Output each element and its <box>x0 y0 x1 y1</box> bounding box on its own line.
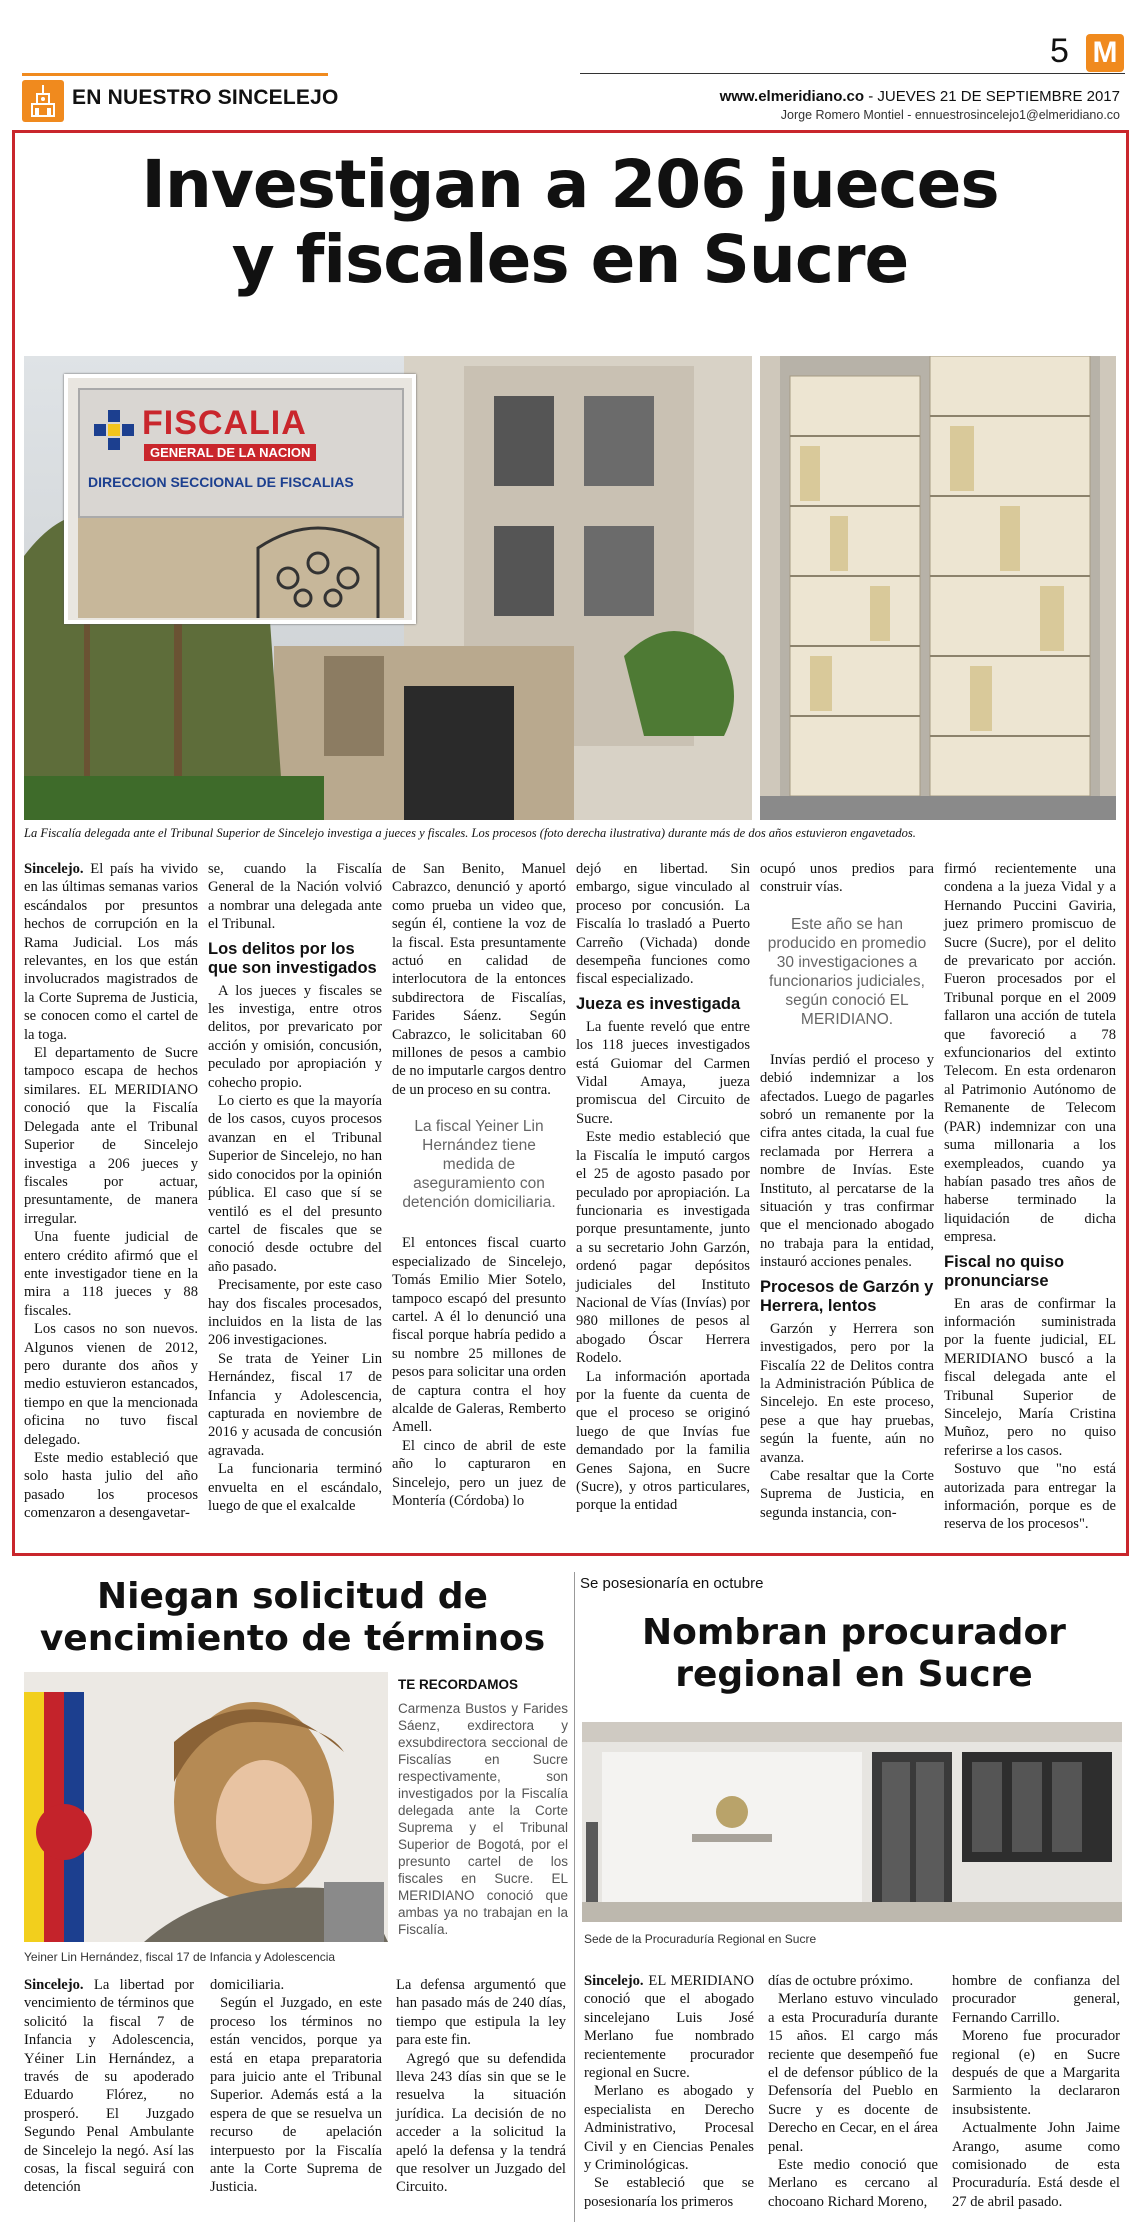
fiscalia-sign-inset <box>64 374 416 624</box>
right-story-kicker: Se posesionaría en octubre <box>580 1575 764 1592</box>
paragraph: Precisamente, por este caso hay dos fiscales procesados, incluidos en la lista de las 206 investigaciones. <box>208 1277 382 1349</box>
header-rule <box>580 73 1125 74</box>
pull-quote: Este año se han producido en promedio 30 investigaciones a funcionarios judiciales, según conoció EL MERIDIANO. <box>767 915 927 1028</box>
left-photo-caption: Yeiner Lin Hernández, fiscal 17 de Infancia y Adolescencia <box>24 1950 336 1964</box>
paragraph: El entonces fiscal cuarto especializado de Sincelejo, Tomás Emilio Mier Sotelo, tampoco escapó del presunto cartel. A él lo denunció una fiscal porque habría pedido a su nombre 25 millones de pesos para solicitar una orden de captura contra el hoy alcalde de Galeras, Remberto Amell. <box>392 1235 566 1436</box>
subheading: Fiscal no quiso pronunciarse <box>944 1252 1065 1290</box>
section-accent-bar <box>22 73 328 76</box>
column-divider <box>574 1572 575 2222</box>
website[interactable]: www.elmeridiano.co <box>719 88 865 105</box>
paragraph: Invías perdió el proceso y debió indemnizar a los afectados. Luego de pagarles sobró un remanente por la cifra antes citada, la cual fue reclamada por Herrera a nombre de Invías. Este Instituto, al percatarse de la situación y tras confirmar que el mencionado abogado no trabaja para la entidad, instauró acciones penales. <box>760 1051 934 1271</box>
paragraph: Se trata de Yeiner Lin Hernández, fiscal 17 de Infancia y Adolescencia, capturada en noviembre de 2016 y acusada de concusión agravada. <box>208 1350 382 1459</box>
te-recordamos-sidebar <box>398 1676 568 1938</box>
main-column-4 <box>576 860 750 1515</box>
left-story-column-1 <box>24 1976 194 2197</box>
paragraph: Agregó que su defendida lleva 243 días sin que se le resuelva la situación jurídica. La decisión de no acceder a la solicitud la apeló la defensa y la tendrá que resolver un Juzgado del Circuito. <box>396 2050 566 2196</box>
paragraph: Sostuvo que "no está autorizada para entregar la información, porque es de reserva de los procesos". <box>944 1461 1116 1533</box>
paragraph: La defensa argumentó que han pasado más de 240 días, tiempo que estipula la ley para este fin. <box>396 1977 566 2049</box>
paragraph: Merlano es abogado y especialista en Derecho Administrativo, Procesal Civil y en Ciencias Penales y Criminológicas. <box>584 2083 754 2174</box>
main-headline <box>40 148 1100 297</box>
paragraph: días de octubre próximo. <box>768 1973 914 1989</box>
paragraph: La información aportada por la fuente da cuenta de que el proceso se originó luego de que Invías fue demandado por la familia Genes Sajona, en Sucre (Sucre), y otros particulares, porque la entidad <box>576 1368 750 1514</box>
right-photo-caption: Sede de la Procuraduría Regional en Sucre <box>584 1932 817 1946</box>
left-headline-line-1: Niegan solicitud de <box>97 1576 488 1617</box>
main-column-6 <box>944 860 1116 1534</box>
paragraph: Sincelejo. El país ha vivido en las últimas semanas varios escándalos por presuntos hechos de corrupción en la Rama Judicial. Los más relevantes, en los que están involucrados magistrados de la Corte Suprema de Justicia, se conocen como el cartel de la toga. <box>24 861 198 1043</box>
case-files-photo <box>760 356 1116 820</box>
fiscalia-building-photo <box>24 356 752 820</box>
paragraph: A los jueces y fiscales se les investiga, entre otros delitos, por prevaricato por acción y omisión, concusión, peculado por apropiación y cohecho propio. <box>208 982 382 1091</box>
paragraph: El departamento de Sucre tampoco escapa de hechos similares. EL MERIDIANO conoció que la Fiscalía Delegada ante el Tribunal Superior de Sincelejo investiga a 206 jueces y fiscales por actuar, presuntamente, de manera irregular. <box>24 1045 198 1227</box>
left-story-column-2 <box>210 1976 382 2197</box>
paragraph: de San Benito, Manuel Cabrazco, denunció y aportó como prueba un video que, según él, contiene la voz de la fiscal. Esta presuntamente actuó en calidad de interlocutora de la entonces subdirectora de Fiscalías, Farides Sáenz. Según Cabrazco, le solicitaban 60 millones de pesos a cambio de no imputarle cargos dentro de un proceso en su contra. <box>392 861 566 1098</box>
left-story-column-3 <box>396 1976 566 2197</box>
page-number: 5 <box>1050 32 1069 70</box>
right-story-headline <box>584 1612 1124 1696</box>
main-photo-caption: La Fiscalía delegada ante el Tribunal Superior de Sincelejo investiga a jueces y fiscales. Los procesos (foto derecha ilustrativa) durante más de dos años estuvieron engavetados. <box>24 826 916 840</box>
sign-general: GENERAL DE LA NACION <box>144 444 316 461</box>
city-monument-icon <box>22 80 64 122</box>
sign-fiscalia: FISCALIA <box>142 404 307 442</box>
paragraph: Moreno fue procurador regional (e) en Sucre después de que a Margarita Sarmiento la declararon insubsistente. <box>952 2028 1120 2118</box>
paragraph: Sincelejo. La libertad por vencimiento de términos que solicitó la fiscal 7 de Infancia y Adolescencia, Yéiner Lin Hernández, a través de su apoderado Eduardo Flórez, no prosperó. El Juzgado Segundo Penal Ambulante de Sincelejo la negó. Así las cosas, la fiscal seguirá con detención <box>24 1977 194 2196</box>
fiscalia-emblem-icon <box>92 408 136 452</box>
paragraph: dejó en libertad. Sin embargo, sigue vinculado al proceso por concusión. La Fiscalía lo trasladó a Puerto Carreño (Vichada) donde desempeña funciones como fiscal especializado. <box>576 861 750 988</box>
paragraph: Según el Juzgado, en este proceso los términos no están vencidos, porque ya está en etapa preparatoria para juicio ante el Tribunal Superior. Además está a la espera de que se resuelva un recurso de apelación interpuesto por la Fiscalía ante la Corte Suprema de Justicia. <box>210 1995 382 2196</box>
paragraph: Merlano estuvo vinculado a esta Procuraduría durante 15 años. El cargo más reciente que desempeñó fue el de defensor público de la Defensoría del Pueblo en Sucre y es docente de Derecho en Cecar, en el área penal. <box>768 1991 938 2155</box>
website-date-line <box>600 88 1120 105</box>
sign-direccion: DIRECCION SECCIONAL DE FISCALIAS <box>88 474 354 490</box>
paragraph: La funcionaria terminó envuelta en el escándalo, luego de que el exalcalde <box>208 1461 382 1514</box>
issue-date: - JUEVES 21 DE SEPTIEMBRE 2017 <box>864 88 1120 105</box>
paragraph: Este medio conoció que Merlano es cercano al chocoano Richard Moreno, <box>768 2157 938 2210</box>
paragraph: Cabe resaltar que la Corte Suprema de Justicia, en segunda instancia, con- <box>760 1467 934 1521</box>
right-headline-line-1: Nombran procurador <box>642 1612 1066 1653</box>
sidebar-text: Carmenza Bustos y Farides Sáenz, exdirectora y exsubdirectora seccional de Fiscalías en Sucre respectivamente, son investigados por la Fiscalía delegada ante la Corte Suprema y el Tribunal Superior de Bogotá, por el presunto cartel de los fiscales en Sucre. EL MERIDIANO conoció que ambas ya no trabajan en la Fiscalía. <box>398 1701 568 1938</box>
paragraph: hombre de confianza del procurador general, Fernando Carrillo. <box>952 1973 1120 2026</box>
dateline: Sincelejo. <box>24 861 84 877</box>
section-name: EN NUESTRO SINCELEJO <box>72 86 339 109</box>
headline-line-2: y fiscales en Sucre <box>231 220 909 298</box>
author-line: Jorge Romero Montiel - ennuestrosincelejo1@elmeridiano.co <box>780 108 1120 122</box>
left-headline-line-2: vencimiento de términos <box>39 1618 546 1659</box>
paragraph: El cinco de abril de este año lo capturaron en Sincelejo, pero un juez de Montería (Córdoba) lo <box>392 1437 566 1509</box>
procuraduria-building-photo <box>582 1722 1122 1922</box>
headline-line-1: Investigan a 206 jueces <box>141 146 999 223</box>
main-column-3 <box>392 860 566 1510</box>
pull-quote: La fiscal Yeiner Lin Hernández tiene medida de aseguramiento con detención domiciliaria. <box>402 1118 556 1212</box>
paragraph: Lo cierto es que la mayoría de los casos, cuyos procesos avanzan en el Tribunal Superior de Sincelejo, no han sido conocidos por la opinión pública. El caso que sí se ventiló es el del presunto cartel de fiscales que se conoció desde octubre del año pasado. <box>208 1093 382 1275</box>
right-story-column-3 <box>952 1972 1120 2211</box>
paragraph: Actualmente John Jaime Arango, asume como comisionado de esta Procuraduría. Está desde el 27 de abril pasado. <box>952 2120 1120 2210</box>
right-story-column-1 <box>584 1972 754 2211</box>
paragraph: Los casos no son nuevos. Algunos vienen de 2012, pero durante dos años y medio estuvieron estancados, tiempo en que la mencionada oficina no tuvo fiscal delegado. <box>24 1321 198 1448</box>
paragraph: ocupó unos predios para construir vías. <box>760 861 934 896</box>
paragraph: La fuente reveló que entre los 118 jueces investigados está Guiomar del Carmen Vidal Amaya, jueza promiscua del Circuito de Sucre. <box>576 1018 750 1127</box>
paragraph: Se estableció que se posesionaría los primeros <box>584 2175 754 2210</box>
paragraph: Este medio estableció que la Fiscalía le imputó cargos el 25 de agosto pasado por peculado por apropiación. La funcionaria es investigada porque presuntamente, junto a su secretario John Garzón, ordenó pagar depósitos judiciales del Instituto Nacional de Vías (Invías) por 980 millones de pesos al abogado Óscar Herrera Rodelo. <box>576 1129 750 1367</box>
subheading: Los delitos por los que son investigados <box>208 939 377 977</box>
paragraph: Este medio estableció que solo hasta julio del año pasado los procesos comenzaron a desengavetar- <box>24 1450 198 1522</box>
newspaper-logo: M <box>1086 34 1124 72</box>
dateline: Sincelejo. <box>584 1973 644 1989</box>
main-column-5 <box>760 860 934 1522</box>
paragraph: Una fuente judicial de entero crédito afirmó que el ente investigador tiene en la mira a 118 jueces y 88 fiscales. <box>24 1229 198 1319</box>
dateline: Sincelejo. <box>24 1977 84 1993</box>
right-story-column-2 <box>768 1972 938 2211</box>
yeiner-lin-photo <box>24 1672 388 1942</box>
left-story-headline <box>20 1576 565 1660</box>
main-column-2 <box>208 860 382 1515</box>
right-headline-line-2: regional en Sucre <box>675 1654 1033 1695</box>
paragraph: En aras de confirmar la información suministrada por la fuente judicial, EL MERIDIANO buscó a la fiscal delegada ante el Tribunal Superior de Sincelejo, María Cristina Muñoz, pero no quiso referirse a los casos. <box>944 1295 1116 1459</box>
paragraph: se, cuando la Fiscalía General de la Nación volvió a nombrar una delegada ante el Tribunal. <box>208 861 382 933</box>
sidebar-kicker: TE RECORDAMOS <box>398 1677 519 1692</box>
paragraph: domiciliaria. <box>210 1977 285 1993</box>
paragraph: firmó recientemente una condena a la jueza Vidal y a Hernando Puccini Gaviria, juez primero promiscuo de Sucre (Sucre), por el delito de prevaricato por acción. Fueron procesados por el Tribunal porque en el 2009 fallaron una acción de tutela que favoreció a 78 exfuncionarios del extinto Telecom. En esta ordenaron al Patrimonio Autónomo de Remanente de Telecom (PAR) indemnizar con una suma millonaria a los exempleados, cuando ya habían pasado tres años de haberse terminado la liquidación de dicha empresa. <box>944 861 1116 1246</box>
paragraph: Sincelejo. EL MERIDIANO conoció que el abogado sincelejano Luis José Merlano fue nombrado recientemente procurador regional en Sucre. <box>584 1973 754 2082</box>
main-column-1 <box>24 860 198 1523</box>
subheading: Procesos de Garzón y Herrera, lentos <box>760 1277 934 1315</box>
subheading: Jueza es investigada <box>576 994 741 1013</box>
paragraph: Garzón y Herrera son investigados, pero por la Fiscalía 22 de Delitos contra la Administración Pública de Sincelejo. En este proceso, pese a que hay pruebas, según la fuente, aún no avanza. <box>760 1320 934 1466</box>
